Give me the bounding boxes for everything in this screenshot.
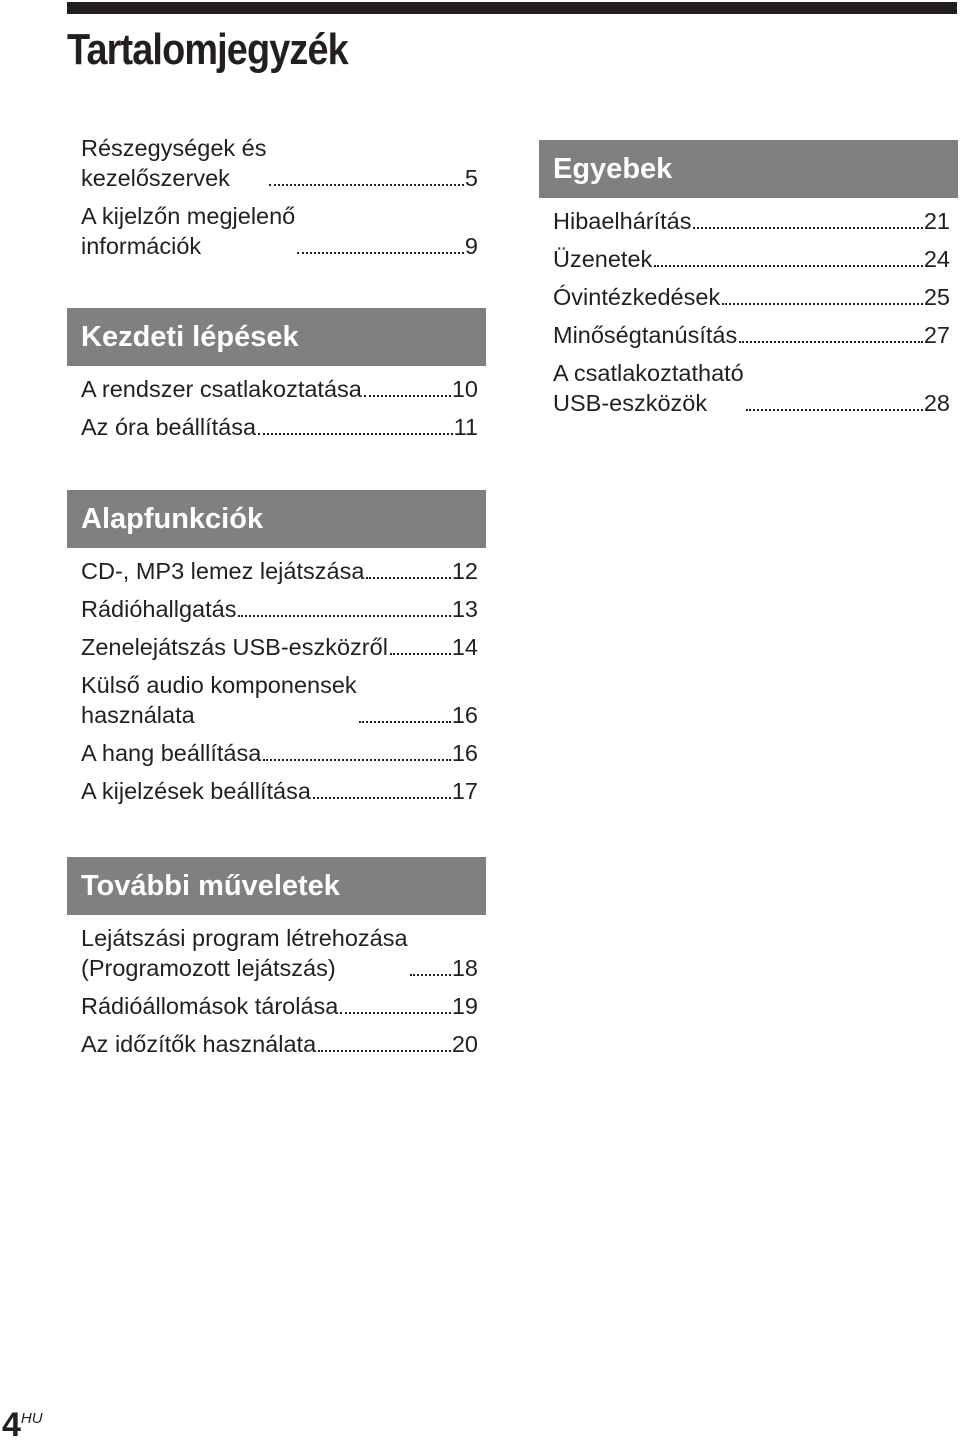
- kezdeti-entries: [67, 366, 486, 442]
- toc-entry-title: Üzenetek: [553, 246, 653, 272]
- toc-entry[interactable]: [67, 776, 486, 806]
- toc-entry[interactable]: [67, 594, 486, 624]
- page-footer: [2, 1408, 43, 1442]
- toc-leader-dots: [359, 721, 451, 723]
- toc-entry-title: Óvintézkedések: [553, 284, 721, 310]
- toc-entry[interactable]: [67, 632, 486, 662]
- toc-leader-dots: [654, 265, 923, 267]
- toc-entry-title: Minőségtanúsítás: [553, 322, 738, 348]
- toc-entry-page: 20: [451, 1031, 478, 1057]
- toc-entry[interactable]: [539, 206, 958, 236]
- toc-entry-page: 13: [451, 596, 478, 622]
- tovabbi-entries: [67, 915, 486, 1059]
- intro-entries: [67, 133, 486, 261]
- toc-entry[interactable]: [67, 412, 486, 442]
- toc-entry-title: Rádióhallgatás: [81, 596, 237, 622]
- toc-leader-dots: [410, 974, 451, 976]
- intro-section: [67, 133, 486, 261]
- toc-entry-page: 28: [923, 390, 950, 416]
- toc-entry-page: 17: [451, 778, 478, 804]
- toc-entry-title: CD-, MP3 lemez lejátszása: [81, 558, 365, 584]
- toc-entry-page: 21: [923, 208, 950, 234]
- toc-entry-title: A csatlakoztatható USB-eszközök: [553, 360, 744, 416]
- toc-entry-title: Lejátszási program létrehozása (Programozott lejátszás): [81, 925, 408, 981]
- toc-entry-title: Az időzítők használata: [81, 1031, 317, 1057]
- toc-leader-dots: [318, 1050, 451, 1052]
- section-kezdeti: [67, 308, 486, 442]
- section-header-kezdeti: Kezdeti lépések: [67, 308, 486, 366]
- toc-leader-dots: [366, 577, 450, 579]
- section-egyebek: [539, 140, 958, 418]
- toc-entry[interactable]: [67, 1029, 486, 1059]
- toc-entry[interactable]: [539, 358, 958, 418]
- toc-entry-page: 24: [923, 246, 950, 272]
- toc-entry[interactable]: [67, 991, 486, 1021]
- toc-entry-title: A kijelzőn megjelenő információk: [81, 203, 296, 259]
- toc-entry-page: 12: [451, 558, 478, 584]
- toc-entry-title: Külső audio komponensek használata: [81, 672, 357, 728]
- toc-leader-dots: [390, 653, 451, 655]
- toc-entry-title: Rádióállomások tárolása: [81, 993, 339, 1019]
- toc-entry[interactable]: [67, 201, 486, 261]
- toc-leader-dots: [258, 433, 453, 435]
- toc-leader-dots: [746, 409, 923, 411]
- toc-entry-page: 25: [923, 284, 950, 310]
- toc-entry-page: 16: [451, 702, 478, 728]
- toc-entry-page: 27: [923, 322, 950, 348]
- toc-entry-title: Részegységek és kezelőszervek: [81, 135, 267, 191]
- page-title: Tartalomjegyzék: [67, 25, 348, 74]
- egyebek-entries: [539, 198, 958, 418]
- toc-entry-page: 11: [453, 414, 478, 440]
- toc-leader-dots: [313, 797, 451, 799]
- toc-entry[interactable]: [67, 670, 486, 730]
- toc-leader-dots: [340, 1012, 451, 1014]
- section-header-egyebek: Egyebek: [539, 140, 958, 198]
- toc-leader-dots: [297, 252, 464, 254]
- toc-entry[interactable]: [539, 320, 958, 350]
- toc-entry[interactable]: [539, 244, 958, 274]
- toc-entry-page: 19: [451, 993, 478, 1019]
- toc-entry[interactable]: [67, 374, 486, 404]
- toc-leader-dots: [263, 759, 451, 761]
- toc-entry-page: 5: [464, 165, 478, 191]
- toc-entry-title: Zenelejátszás USB-eszközről: [81, 634, 388, 660]
- section-header-alap: Alapfunkciók: [67, 490, 486, 548]
- toc-entry-title: Hibaelhárítás: [553, 208, 692, 234]
- toc-entry-title: A kijelzések beállítása: [81, 778, 311, 804]
- toc-entry-title: A rendszer csatlakoztatása: [81, 376, 362, 402]
- toc-entry[interactable]: [67, 556, 486, 586]
- toc-leader-dots: [269, 184, 464, 186]
- toc-entry[interactable]: [67, 923, 486, 983]
- alap-entries: [67, 548, 486, 806]
- section-tovabbi: [67, 857, 486, 1059]
- toc-leader-dots: [364, 395, 451, 397]
- toc-entry[interactable]: [67, 738, 486, 768]
- toc-entry-page: 16: [451, 740, 478, 766]
- toc-entry[interactable]: [539, 282, 958, 312]
- page-number: 4: [2, 1406, 21, 1444]
- top-rule: [67, 2, 957, 14]
- toc-entry-page: 18: [451, 955, 478, 981]
- toc-leader-dots: [693, 227, 922, 229]
- toc-leader-dots: [722, 303, 923, 305]
- section-header-tovabbi: További műveletek: [67, 857, 486, 915]
- toc-entry-title: Az óra beállítása: [81, 414, 257, 440]
- toc-leader-dots: [739, 341, 923, 343]
- toc-entry-page: 14: [451, 634, 478, 660]
- toc-entry[interactable]: [67, 133, 486, 193]
- toc-entry-page: 10: [451, 376, 478, 402]
- section-alap: [67, 490, 486, 806]
- toc-leader-dots: [238, 615, 450, 617]
- toc-entry-title: A hang beállítása: [81, 740, 262, 766]
- toc-entry-page: 9: [464, 233, 478, 259]
- language-code: HU: [20, 1410, 43, 1427]
